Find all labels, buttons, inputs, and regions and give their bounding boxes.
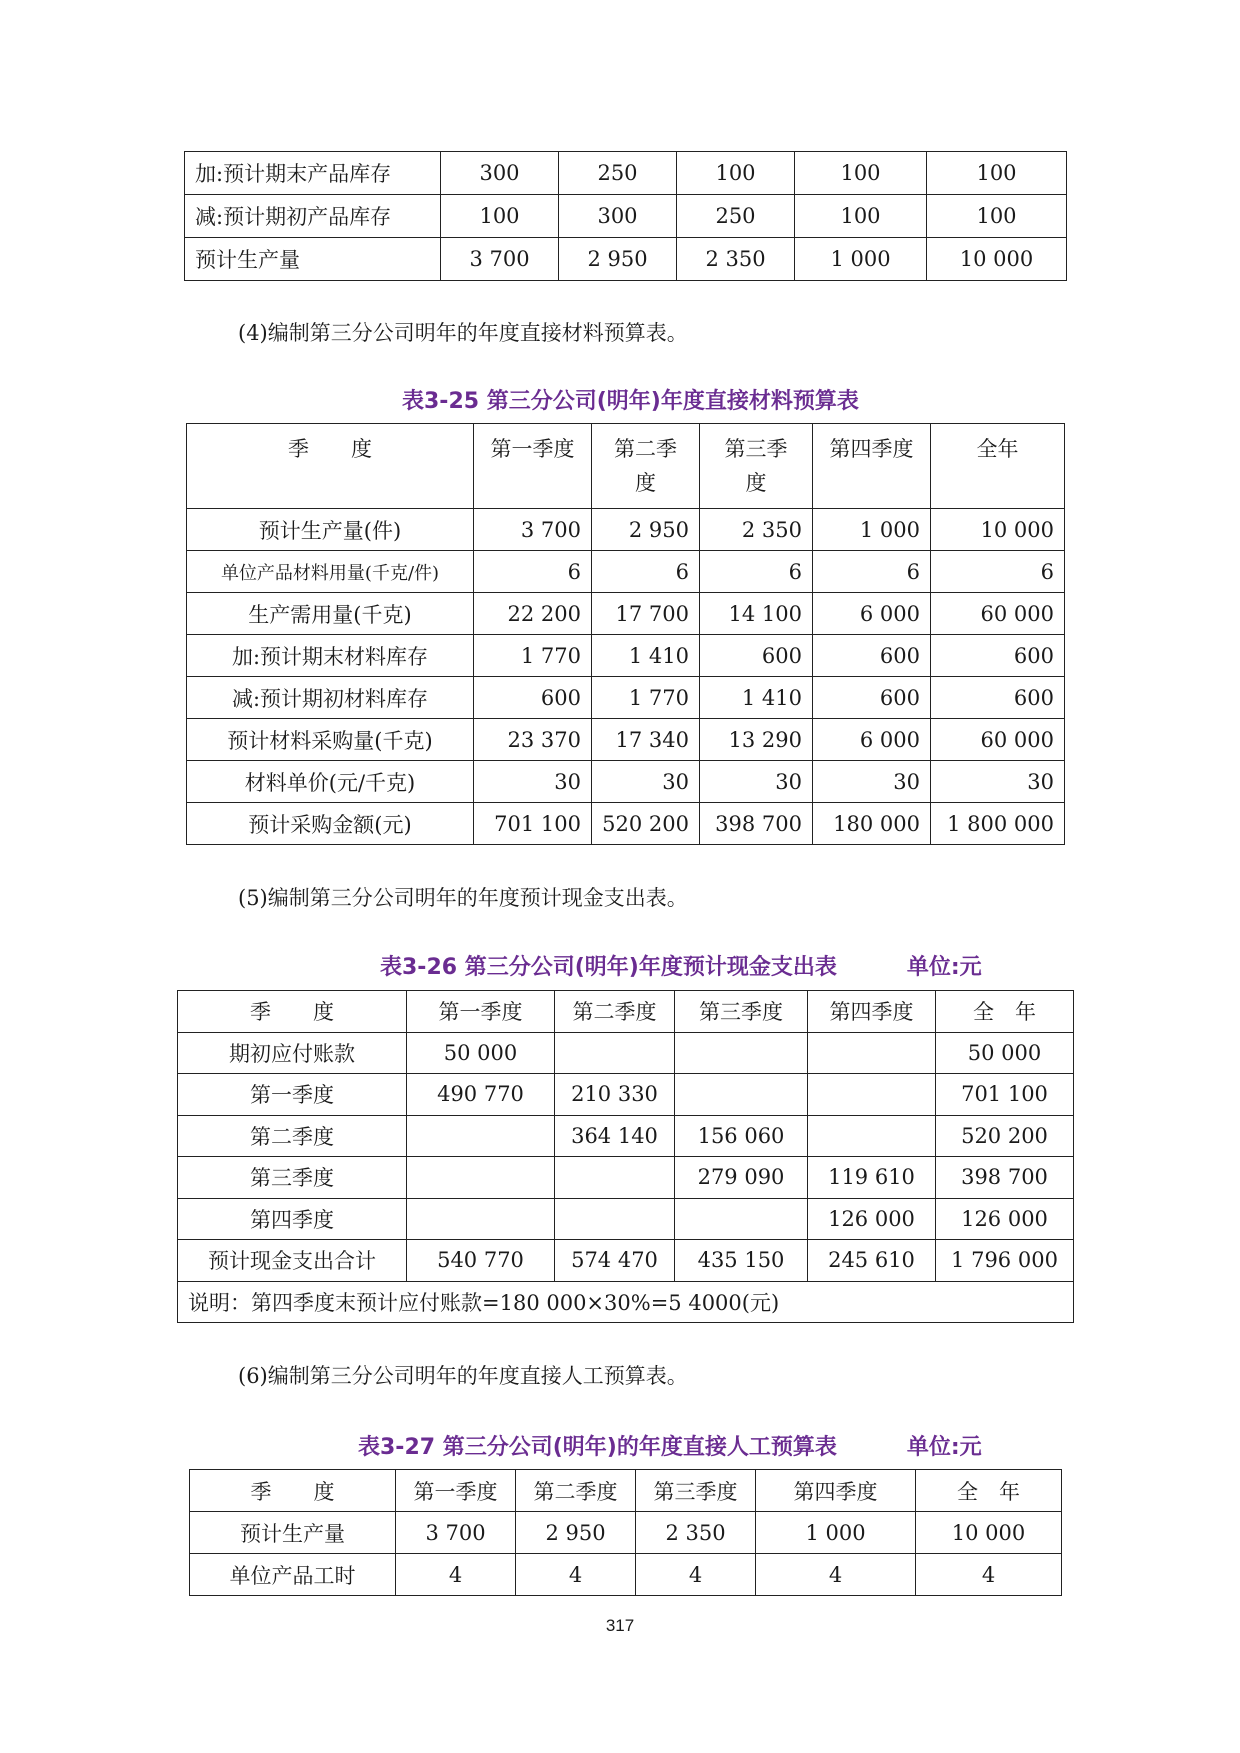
header-cell: 第二季度 <box>592 424 700 509</box>
row-label: 减:预计期初材料库存 <box>187 677 474 719</box>
cell <box>675 1198 808 1240</box>
cell: 1 410 <box>592 635 700 677</box>
cell <box>675 1074 808 1116</box>
cell: 10 000 <box>931 509 1065 551</box>
cell: 100 <box>677 152 795 195</box>
table-row <box>185 238 1067 281</box>
cell: 6 <box>474 551 592 593</box>
cell: 100 <box>795 195 927 238</box>
row-label: 加:预计期末产品库存 <box>185 152 441 195</box>
cell <box>808 1032 936 1074</box>
cell: 1 000 <box>813 509 931 551</box>
header-cell: 季 度 <box>187 424 474 509</box>
table-row <box>187 761 1065 803</box>
cell <box>675 1032 808 1074</box>
cell: 398 700 <box>700 803 813 845</box>
cell: 520 200 <box>592 803 700 845</box>
cell: 14 100 <box>700 593 813 635</box>
table-header-row <box>190 1470 1062 1512</box>
cell: 3 700 <box>474 509 592 551</box>
table-row <box>185 195 1067 238</box>
cell: 100 <box>795 152 927 195</box>
cell: 180 000 <box>813 803 931 845</box>
cell: 6 000 <box>813 719 931 761</box>
header-cell: 第四季度 <box>808 991 936 1033</box>
cell: 17 340 <box>592 719 700 761</box>
table-25-caption <box>402 384 859 415</box>
row-label: 预计生产量(件) <box>187 509 474 551</box>
table-row <box>178 1074 1074 1116</box>
cell: 60 000 <box>931 593 1065 635</box>
cell: 3 700 <box>396 1512 516 1554</box>
table-row <box>190 1554 1062 1596</box>
cell: 600 <box>813 677 931 719</box>
header-cell: 第一季度 <box>396 1470 516 1512</box>
header-cell: 季 度 <box>178 991 407 1033</box>
cell: 300 <box>559 195 677 238</box>
table-row <box>187 635 1065 677</box>
cell: 520 200 <box>936 1115 1074 1157</box>
cell: 6 <box>592 551 700 593</box>
cell: 364 140 <box>555 1115 675 1157</box>
cell: 250 <box>677 195 795 238</box>
cell: 1 770 <box>474 635 592 677</box>
cell: 13 290 <box>700 719 813 761</box>
cell: 210 330 <box>555 1074 675 1116</box>
cell: 6 000 <box>813 593 931 635</box>
table-25-title: 表3-25 第三分公司(明年)年度直接材料预算表 <box>402 389 859 414</box>
header-cell: 第一季度 <box>474 424 592 509</box>
row-label: 单位产品工时 <box>190 1554 396 1596</box>
cell: 156 060 <box>675 1115 808 1157</box>
cell: 22 200 <box>474 593 592 635</box>
cell: 4 <box>756 1554 916 1596</box>
cell: 540 770 <box>407 1240 555 1282</box>
table-26-unit: 单位:元 <box>906 955 982 980</box>
cell: 30 <box>474 761 592 803</box>
cell: 398 700 <box>936 1157 1074 1199</box>
cell: 6 <box>813 551 931 593</box>
row-label: 预计现金支出合计 <box>178 1240 407 1282</box>
table-row <box>185 152 1067 195</box>
cell: 245 610 <box>808 1240 936 1282</box>
cell: 300 <box>441 152 559 195</box>
header-cell: 第四季度 <box>756 1470 916 1512</box>
header-cell: 季 度 <box>190 1470 396 1512</box>
cell: 600 <box>700 635 813 677</box>
cell: 490 770 <box>407 1074 555 1116</box>
table-note: 说明：第四季度末预计应付账款=180 000×30%=5 4000(元) <box>178 1281 1074 1323</box>
cell: 30 <box>700 761 813 803</box>
cell: 600 <box>931 677 1065 719</box>
table-row <box>178 1240 1074 1282</box>
inventory-production-table <box>184 151 1067 281</box>
cell: 600 <box>931 635 1065 677</box>
header-cell: 第三季度 <box>636 1470 756 1512</box>
cell: 1 796 000 <box>936 1240 1074 1282</box>
cell <box>407 1157 555 1199</box>
row-label: 单位产品材料用量(千克/件) <box>187 551 474 593</box>
table-row <box>187 719 1065 761</box>
paragraph-6: (6)编制第三分公司明年的年度直接人工预算表。 <box>238 1364 688 1388</box>
page-number: 317 <box>605 1616 635 1635</box>
table-26-caption <box>380 950 982 981</box>
table-header-row <box>178 991 1074 1033</box>
table-row <box>178 1032 1074 1074</box>
cell <box>808 1074 936 1116</box>
table-27-caption <box>358 1430 982 1461</box>
cell: 30 <box>592 761 700 803</box>
cell <box>808 1115 936 1157</box>
cell: 279 090 <box>675 1157 808 1199</box>
row-label: 生产需用量(千克) <box>187 593 474 635</box>
table-row <box>187 551 1065 593</box>
row-label: 第四季度 <box>178 1198 407 1240</box>
cell: 1 800 000 <box>931 803 1065 845</box>
table-row <box>187 803 1065 845</box>
cell: 4 <box>516 1554 636 1596</box>
cash-expenditure-table <box>177 990 1074 1323</box>
cell: 30 <box>931 761 1065 803</box>
table-row <box>178 1198 1074 1240</box>
cell: 1 410 <box>700 677 813 719</box>
cell: 10 000 <box>916 1512 1062 1554</box>
header-cell: 全 年 <box>936 991 1074 1033</box>
table-row <box>187 593 1065 635</box>
cell: 250 <box>559 152 677 195</box>
cell: 23 370 <box>474 719 592 761</box>
table-row <box>187 677 1065 719</box>
row-label: 第三季度 <box>178 1157 407 1199</box>
row-label: 第一季度 <box>178 1074 407 1116</box>
header-cell: 全年 <box>931 424 1065 509</box>
cell: 50 000 <box>936 1032 1074 1074</box>
cell: 2 950 <box>516 1512 636 1554</box>
cell: 2 350 <box>636 1512 756 1554</box>
cell: 100 <box>927 195 1067 238</box>
cell: 6 <box>700 551 813 593</box>
cell: 2 350 <box>700 509 813 551</box>
row-label: 预计生产量 <box>185 238 441 281</box>
cell <box>555 1032 675 1074</box>
row-label: 预计材料采购量(千克) <box>187 719 474 761</box>
row-label: 预计生产量 <box>190 1512 396 1554</box>
cell: 600 <box>474 677 592 719</box>
table-row <box>190 1512 1062 1554</box>
paragraph-5: (5)编制第三分公司明年的年度预计现金支出表。 <box>238 886 688 910</box>
row-label: 第二季度 <box>178 1115 407 1157</box>
cell: 1 770 <box>592 677 700 719</box>
table-row <box>178 1157 1074 1199</box>
cell: 17 700 <box>592 593 700 635</box>
cell: 10 000 <box>927 238 1067 281</box>
cell: 30 <box>813 761 931 803</box>
header-cell: 第二季度 <box>516 1470 636 1512</box>
table-row <box>178 1115 1074 1157</box>
header-cell: 第二季度 <box>555 991 675 1033</box>
cell <box>407 1198 555 1240</box>
cell: 4 <box>916 1554 1062 1596</box>
cell <box>555 1157 675 1199</box>
cell: 2 950 <box>559 238 677 281</box>
cell: 100 <box>927 152 1067 195</box>
table-row <box>187 509 1065 551</box>
direct-labor-budget-table <box>189 1469 1062 1596</box>
cell: 50 000 <box>407 1032 555 1074</box>
cell: 600 <box>813 635 931 677</box>
row-label: 预计采购金额(元) <box>187 803 474 845</box>
row-label: 加:预计期末材料库存 <box>187 635 474 677</box>
paragraph-4: (4)编制第三分公司明年的年度直接材料预算表。 <box>238 321 688 345</box>
cell: 126 000 <box>936 1198 1074 1240</box>
cell: 100 <box>441 195 559 238</box>
row-label: 减:预计期初产品库存 <box>185 195 441 238</box>
cell: 119 610 <box>808 1157 936 1199</box>
row-label: 期初应付账款 <box>178 1032 407 1074</box>
cell: 435 150 <box>675 1240 808 1282</box>
cell: 701 100 <box>474 803 592 845</box>
header-cell: 全 年 <box>916 1470 1062 1512</box>
header-cell: 第三季度 <box>675 991 808 1033</box>
direct-material-budget-table <box>186 423 1065 845</box>
cell: 126 000 <box>808 1198 936 1240</box>
table-note-row <box>178 1281 1074 1323</box>
cell: 2 350 <box>677 238 795 281</box>
row-label: 材料单价(元/千克) <box>187 761 474 803</box>
cell: 574 470 <box>555 1240 675 1282</box>
header-cell: 第三季度 <box>700 424 813 509</box>
header-cell: 第四季度 <box>813 424 931 509</box>
table-26-title: 表3-26 第三分公司(明年)年度预计现金支出表 <box>380 955 837 980</box>
cell: 6 <box>931 551 1065 593</box>
cell <box>555 1198 675 1240</box>
header-cell: 第一季度 <box>407 991 555 1033</box>
cell: 1 000 <box>756 1512 916 1554</box>
table-27-unit: 单位:元 <box>906 1435 982 1460</box>
cell: 60 000 <box>931 719 1065 761</box>
cell: 3 700 <box>441 238 559 281</box>
cell: 4 <box>396 1554 516 1596</box>
cell: 2 950 <box>592 509 700 551</box>
cell: 1 000 <box>795 238 927 281</box>
cell: 4 <box>636 1554 756 1596</box>
table-27-title: 表3-27 第三分公司(明年)的年度直接人工预算表 <box>358 1435 837 1460</box>
cell: 701 100 <box>936 1074 1074 1116</box>
table-header-row <box>187 424 1065 509</box>
cell <box>407 1115 555 1157</box>
